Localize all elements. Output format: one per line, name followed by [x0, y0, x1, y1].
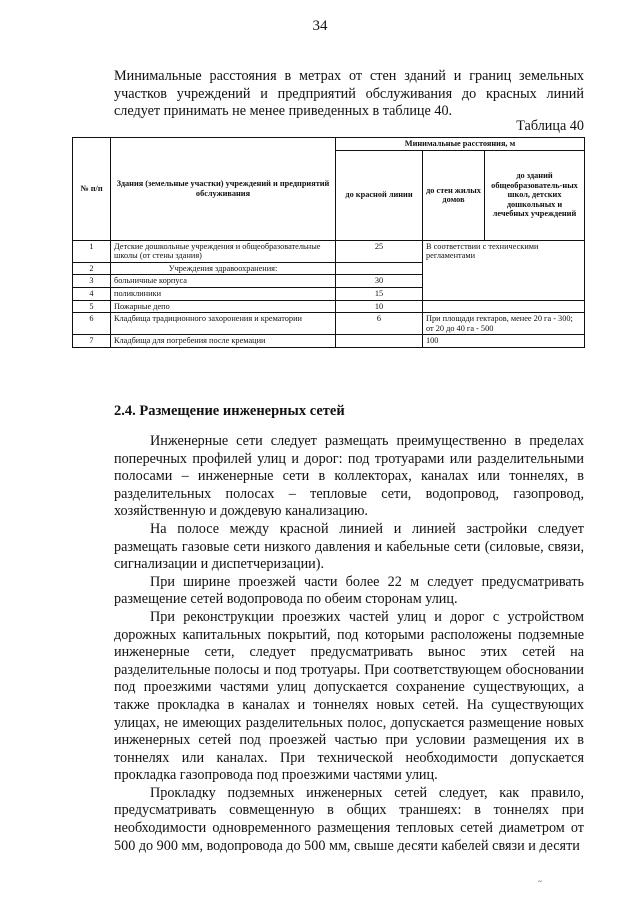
- page-mark: ~: [538, 877, 543, 886]
- row-num: 2: [73, 262, 111, 275]
- intro-paragraph: Минимальные расстояния в метрах от стен зданий и границ земельных участков учреждений и предприятий обслуживания до красных линий следует принимать не менее приведенных в таблице 40.: [114, 68, 584, 119]
- note-cemetery-line-1: При площади гектаров, менее 20 га - 300;: [426, 314, 573, 324]
- row-num: 6: [73, 313, 111, 335]
- row-red-line: 6: [336, 313, 423, 335]
- row-value: 100: [423, 335, 585, 348]
- row-num: 5: [73, 300, 111, 313]
- row-name: Кладбища для погребения после кремации: [111, 335, 336, 348]
- header-schools: до зданий общеобразователь-ных школ, детских дошкольных и лечебных учреждений: [485, 150, 585, 240]
- section-title: 2.4. Размещение инженерных сетей: [114, 403, 345, 419]
- paragraph: Инженерные сети следует размещать преимущественно в пределах поперечных профилей улиц и дорог: под тротуарами или разделительными полосами – инженерные сети в коллекторах, каналах или тоннелях, в разделительных полосах – тепловые сети, водопровод, газопровод, хозяйственную и дождевую канализацию.: [114, 433, 584, 520]
- row-red-line: 10: [336, 300, 423, 313]
- row-red-line: 15: [336, 287, 423, 300]
- row-name: Пожарные депо: [111, 300, 336, 313]
- empty-cell: [423, 300, 585, 313]
- row-num: 1: [73, 240, 111, 262]
- header-residential: до стен жилых домов: [423, 150, 485, 240]
- row-num: 4: [73, 287, 111, 300]
- table-row: [73, 335, 585, 348]
- note-cemetery-line-2: от 20 до 40 га - 500: [426, 323, 494, 333]
- row-name: Кладбища традиционного захоронения и крематории: [111, 313, 336, 335]
- header-red-line: до красной линии: [336, 150, 423, 240]
- header-num: № п/п: [73, 138, 111, 241]
- paragraph: На полосе между красной линией и линией застройки следует размещать газовые сети низкого давления и кабельные сети (силовые, связи, сигнализации и диспетчеризации).: [114, 520, 584, 573]
- note-cemetery-area: [423, 313, 585, 335]
- row-num: 7: [73, 335, 111, 348]
- row-red-line: [336, 262, 423, 275]
- page-number: 34: [312, 18, 328, 34]
- paragraph: При реконструкции проезжих частей улиц и дорог с устройством дорожных капитальных покрытий, под которыми расположены подземные инженерные сети, следует предусматривать вынос этих сетей на разделительные полосы и под тротуары. При соответствующем обосновании под проезжими частями улиц допускается сохранение существующих, а также прокладка в каналах и тоннелях новых сетей. На существующих улицах, не имеющих разделительных полос, допускается размещение новых инженерных сетей под проезжей частью при условии размещения их в тоннелях или каналах. При технической необходимости допускается прокладка газопровода под проезжими частями улиц.: [114, 608, 584, 784]
- table-row: [73, 313, 585, 335]
- row-name: Детские дошкольные учреждения и общеобразовательные школы (от стены здания): [111, 240, 336, 262]
- row-name: поликлиники: [111, 287, 336, 300]
- row-red-line: [336, 335, 423, 348]
- row-name: больничные корпуса: [111, 275, 336, 288]
- header-min-dist: Минимальные расстояния, м: [336, 138, 585, 151]
- paragraph: Прокладку подземных инженерных сетей следует, как правило, предусматривать совмещенную в общих траншеях: в тоннелях при необходимости одновременного размещения тепловых сетей диаметром от 500 до 900 мм, водопровода до 500 мм, свыше десяти кабелей связи и десяти: [114, 784, 584, 854]
- section-body: [114, 433, 584, 855]
- paragraph: При ширине проезжей части более 22 м следует предусматривать размещение сетей водопровода по обеим сторонам улиц.: [114, 573, 584, 608]
- row-red-line: 25: [336, 240, 423, 262]
- table-caption: Таблица 40: [516, 118, 584, 134]
- note-tech-regulations: В соответствии с техническими регламентами: [423, 240, 585, 300]
- row-red-line: 30: [336, 275, 423, 288]
- table-row: [73, 240, 585, 262]
- header-building: Здания (земельные участки) учреждений и предприятий обслуживания: [111, 138, 336, 241]
- row-num: 3: [73, 275, 111, 288]
- row-name: Учреждения здравоохранения:: [111, 262, 336, 275]
- table-row: [73, 300, 585, 313]
- distance-table: [72, 137, 585, 348]
